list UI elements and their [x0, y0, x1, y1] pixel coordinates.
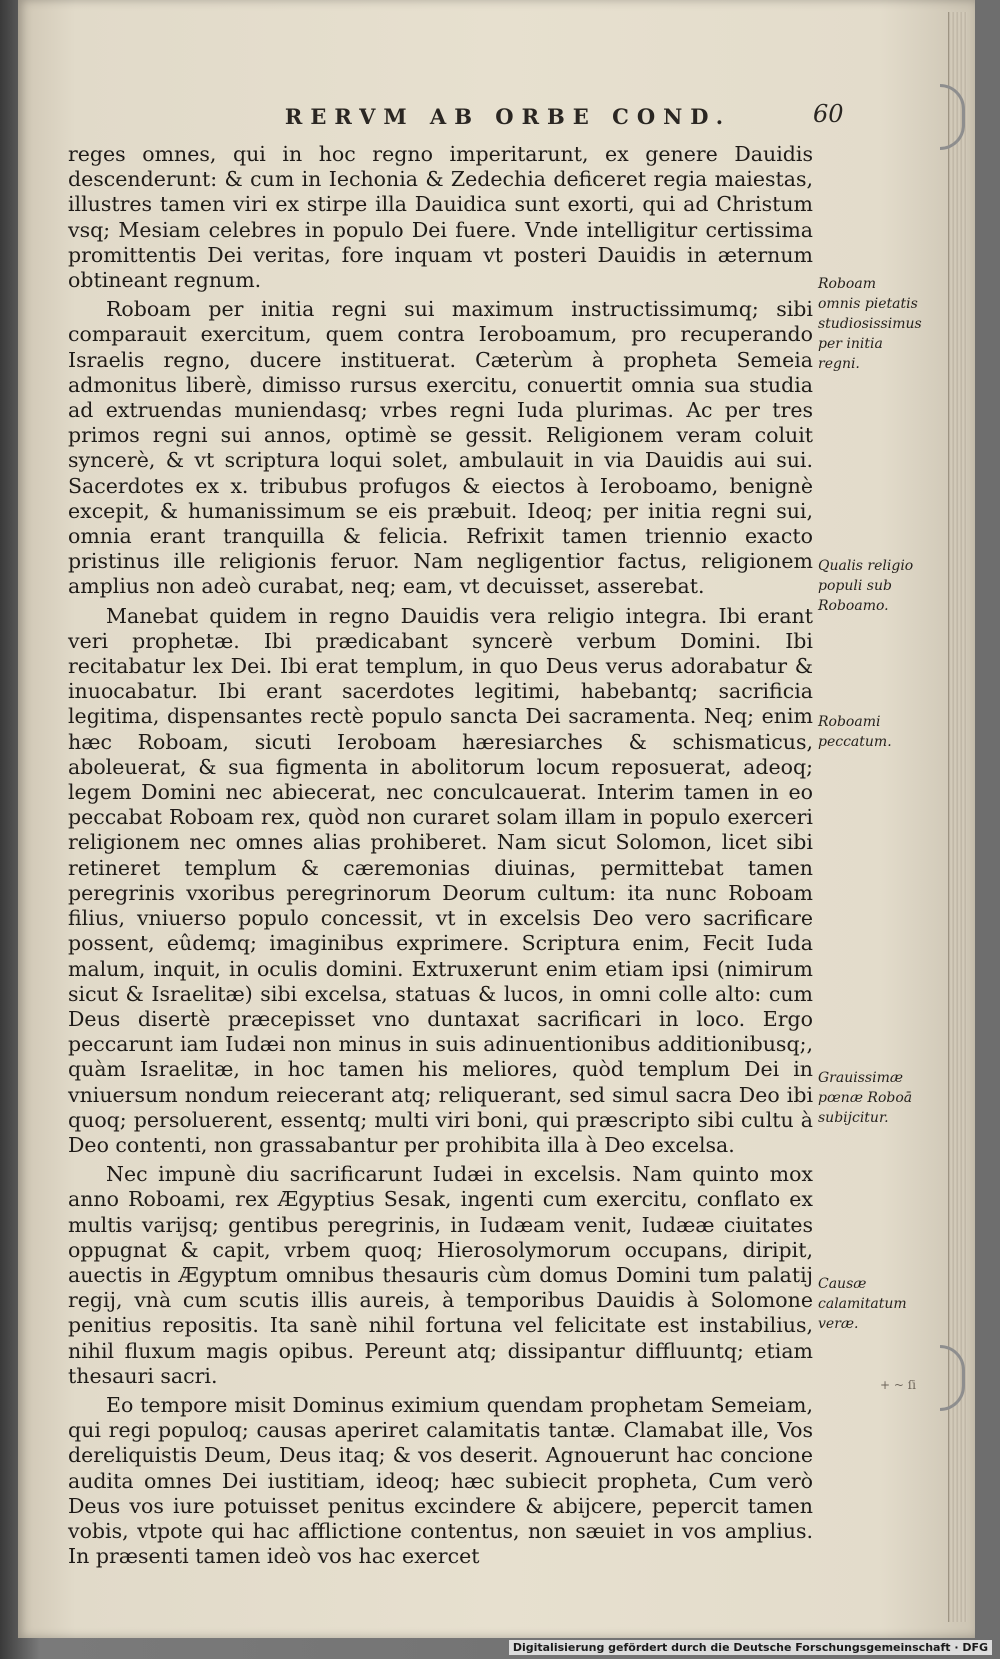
paragraph-1: reges omnes, qui in hoc regno imperitarunt, ex genere Dauidis descenderunt: & cum in Iechonia & Zedechia deficeret regia maiestas, illustres tamen viri ex stirpe illa Dauidica sunt exorti, qui ad Christum vsq; Mesiam celebres in populo Dei fuere. Vnde intelligitur certissima promittentis Dei veritas, fore inquam vt posteri Dauidis in æternum obtineant regnum. [68, 142, 813, 293]
stray-mark: + ~ ſi [880, 1378, 917, 1392]
main-text-block [68, 142, 813, 1573]
running-head: RERVM AB ORBE COND. [284, 104, 732, 129]
paragraph-4: Nec impunè diu sacrificarunt Iudæi in excelsis. Nam quinto mox anno Roboami, rex Ægyptius Sesak, ingenti cum exercitu, conflato ex multis varijsq; gentibus peregrinis, in Iudæam venit, Iudææ ciuitates oppugnat & capit, vrbem quoq; Hierosolymorum occupans, diripit, auectis in Ægyptum omnibus thesauris cùm domus Domini tum palatij regij, vnà cum scutis illis aureis, à temporibus Dauidis à Solomone penitius repositis. Ita sanè nihil fortuna vel felicitate est instabilius, nihil fluxum magis opibus. Pereunt atq; dissipantur diffluuntq; etiam thesauri sacri. [68, 1162, 813, 1388]
marginal-note-1: Roboam omnis pietatis studiosissimus per initia regni. [818, 276, 922, 372]
book-page [18, 0, 975, 1638]
paragraph-3: Manebat quidem in regno Dauidis vera religio integra. Ibi erant veri prophetæ. Ibi prædicabant syncerè verbum Domini. Ibi recitabatur lex Dei. Ibi erat templum, in quo Deus verus adorabatur & inuocabatur. Ibi erant sacerdotes legitimi, habebantq; sacrificia legitima, dispensantes rectè populo sancta Dei sacramenta. Neq; enim hæc Roboam, sicuti Ieroboam hæresiarches & schismaticus, aboleuerat, & sua figmenta in abolitorum locum reposuerat, adeoq; legem Domini nec abiecerat, nec conculcauerat. Interim tamen in eo peccabat Roboam rex, quòd non curaret solam illam in populo exerceri religionem nec omnes alias prohiberet. Nam sicut Solomon, licet sibi retineret templum & cæremonias diuinas, permittebat tamen peregrinis vxoribus peregrinorum Deorum cultum: ita nunc Roboam filius, vniuerso populo concessit, vt in excelsis Deo vero sacrificare possent, eûdemq; imaginibus exprimere. Scriptura enim, Fecit Iuda malum, inquit, in oculis domini. Extruxerunt enim etiam ipsi (nimirum sicut & Israelitæ) sibi excelsa, statuas & lucos, in omni colle alto: cum Deus disertè præcepisset vno duntaxat sacrificari in loco. Ergo peccarunt iam Iudæi non minus in suis adinuentionibus additionibusq;, quàm Israelitæ, in hoc tamen his meliores, quòd templum Dei in vniuersum nondum reiecerant atq; reliquerant, sed simul sacra Deo ibi quoq; persoluerent, essentq; multi viri boni, qui præscripto sibi cultu à Deo contenti, non grassabantur per prohibita illa à Deo excelsa. [68, 603, 813, 1157]
folio-number: 60 [813, 100, 844, 128]
paragraph-5: Eo tempore misit Dominus eximium quendam prophetam Semeiam, qui regi populoq; causas aperiret calamitatis tantæ. Clamabat ille, Vos dereliquistis Deum, Deus itaq; & vos deserit. Agnouerunt hac concione audita omnes Dei iustitiam, ideoq; hæc subiecit propheta, Cum verò Deus vos iure potuisset penitus excindere & abijcere, pepercit tamen vobis, vtpote qui hac afflictione contentus, non sæuiet in vos amplius. In præsenti tamen ideò vos hac exercet [68, 1392, 813, 1569]
marginal-note-4: Grauissimæ pœnæ Roboā subijcitur. [818, 1070, 913, 1126]
marginal-note-2: Qualis religio populi sub Roboamo. [818, 558, 914, 614]
paragraph-2: Roboam per initia regni sui maximum instructissimumq; sibi comparauit exercitum, quem contra Ieroboamum, pro recuperando Israelis regno, ducere instituerat. Cæterùm à propheta Semeia admonitus liberè, dimisso rursus exercitu, conuertit omnia sua studia ad extruendas muniendasq; vrbes regni Iuda plurimas. Ac per tres primos regni sui annos, optimè se gessit. Religionem veram coluit syncerè, & vt scriptura loqui solet, ambulauit in via Dauidis aui sui. Sacerdotes ex x. tribubus profugos & eiectos à Ieroboamo, benignè excepit, & humanissimum se eis præbuit. Ideoq; per initia regni sui, omnia erant tranquilla & felicia. Refrixit tamen triennio exacto pristinus ille religionis feruor. Nam negligentior factus, religionem amplius non adeò curabat, neq; eam, vt decuisset, asserebat. [68, 297, 813, 599]
marginal-note-3: Roboami peccatum. [818, 714, 892, 750]
marginal-note-5: Causæ calamitatum veræ. [818, 1276, 907, 1332]
digitization-footer: Digitalisierung gefördert durch die Deutsche Forschungsgemeinschaft · DFG [509, 1640, 992, 1655]
